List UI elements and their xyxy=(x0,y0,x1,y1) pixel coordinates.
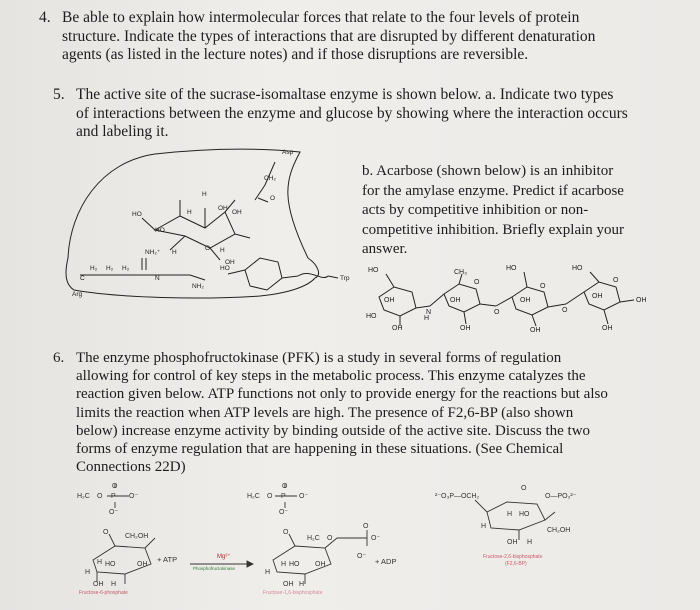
ho-label: HO xyxy=(132,211,142,218)
pfk-reaction-diagram xyxy=(75,482,615,597)
question-6-line: Connections 22D) xyxy=(76,459,186,476)
h-label: H xyxy=(527,539,533,546)
o-label: O xyxy=(494,309,500,316)
question-4 xyxy=(39,9,679,69)
substrate-caption: Fructose-6-phosphate xyxy=(79,590,128,596)
oh-label: OH xyxy=(232,209,242,216)
o-label: O xyxy=(540,283,546,290)
o-label: O xyxy=(613,277,619,284)
atp-label: + ATP xyxy=(157,555,178,564)
h-label: H xyxy=(187,209,192,216)
o-label: O xyxy=(282,483,288,490)
ominus-label: O⁻ xyxy=(279,509,289,516)
question-5b-line: b. Acarbose (shown below) is an inhibitor xyxy=(362,163,614,179)
product-caption: Fructose-1,6-bisphosphate xyxy=(263,590,323,596)
oh-label: OH xyxy=(592,293,603,300)
asp-label: Asp xyxy=(282,149,294,156)
oh-label: OH xyxy=(225,259,235,266)
f26-right-label: O—PO₃²⁻ xyxy=(545,493,577,500)
h-label: H xyxy=(111,581,117,588)
question-5-text xyxy=(76,86,628,142)
h2-label: H₂ xyxy=(122,265,130,272)
oh-label: OH xyxy=(384,297,395,304)
ch2oh-label: CH₂OH xyxy=(125,533,149,540)
question-6-number: 6. xyxy=(53,350,65,366)
h-label: H xyxy=(281,561,287,568)
h-label: H xyxy=(202,191,207,198)
ch2oh-label: CH₂OH xyxy=(547,527,571,534)
h2-label: H₂ xyxy=(106,265,114,272)
ho-label: HO xyxy=(572,265,583,272)
ho-label: HO xyxy=(368,267,379,274)
question-5b-line: answer. xyxy=(362,241,408,257)
oh-label: OH xyxy=(218,205,228,212)
o-label: O xyxy=(97,493,103,500)
c-label: C xyxy=(80,275,85,282)
ominus-label: O⁻ xyxy=(357,553,367,560)
question-5-line: of interactions between the enzyme and glucose by showing where the interaction occurs xyxy=(76,104,628,122)
enzyme-label: Phosphofructokinase xyxy=(193,566,236,571)
o-label: O xyxy=(205,245,211,252)
oh-label: OH xyxy=(636,297,647,304)
ho-label: HO xyxy=(220,265,230,272)
ominus-label: O⁻ xyxy=(371,535,381,542)
oh-label: OH xyxy=(392,325,403,332)
o-label: O xyxy=(283,529,289,536)
question-6-line: below) increase enzyme activity by binding outside of the active site. Discuss the two xyxy=(76,422,591,439)
n-label: N xyxy=(155,275,160,282)
h-label: H xyxy=(424,315,430,322)
o-label: O xyxy=(327,535,333,542)
ho-label: HO xyxy=(105,561,116,568)
oh-label: OH xyxy=(450,297,461,304)
question-6-line: The enzyme phosphofructokinase (PFK) is a study in several forms of regulation xyxy=(76,350,562,366)
oh-label: OH xyxy=(137,561,148,568)
ho-label: HO xyxy=(289,561,300,568)
h-label: H xyxy=(481,523,487,530)
question-6-line: allowing for control of key steps in the metabolic process. This enzyme catalyzes the xyxy=(76,368,586,385)
adp-label: + ADP xyxy=(375,557,397,566)
ho-label: HO xyxy=(366,313,377,320)
o-label: O xyxy=(270,195,276,202)
question-5b-line: competitive inhibition. Briefly explain your xyxy=(362,221,625,238)
h-label: H xyxy=(97,559,103,566)
o-label: O xyxy=(103,529,109,536)
regulator-abbr-caption: (F2,6-BP) xyxy=(505,561,527,567)
nh2plus-label: NH₂⁺ xyxy=(145,249,161,256)
h-label: H xyxy=(507,511,513,518)
h2-label: H₂ xyxy=(90,265,98,272)
o-label: O xyxy=(562,307,568,314)
ch2-label: CH₂ xyxy=(264,175,276,182)
question-4-number: 4. xyxy=(39,9,51,26)
arg-label: Arg xyxy=(72,291,83,298)
question-6 xyxy=(53,349,693,479)
question-6-text xyxy=(76,349,608,476)
question-5b-line: for the amylase enzyme. Predict if acarbose xyxy=(362,182,624,199)
o-label: O xyxy=(363,523,369,530)
ho-label: HO xyxy=(519,511,530,518)
oh-label: OH xyxy=(93,581,104,588)
h-label: H xyxy=(220,247,225,254)
question-5b-line: acts by competitive inhibition or non- xyxy=(362,202,589,218)
question-4-line: Be able to explain how intermolecular forces that relate to the four levels of protein xyxy=(62,9,580,26)
o-label: O xyxy=(267,493,273,500)
oh-label: OH xyxy=(315,561,326,568)
question-4-text xyxy=(62,9,595,65)
h-label: H xyxy=(299,581,305,588)
trp-label: Trp xyxy=(340,275,350,282)
question-4-line: agents (as listed in the lecture notes) and if those disruptions are reversible. xyxy=(62,46,529,63)
ominus-label: O⁻ xyxy=(129,493,139,500)
mg-label: Mg²⁺ xyxy=(217,554,231,560)
ho-label: HO xyxy=(506,265,517,272)
regulator-caption: Fructose-2,6-bisphosphate xyxy=(483,554,543,560)
p-label: P xyxy=(111,493,116,500)
question-5b-text xyxy=(362,162,692,260)
question-4-line: structure. Indicate the types of interactions that are disrupted by different denaturation xyxy=(62,27,596,45)
question-5 xyxy=(53,86,693,146)
o-label: O xyxy=(112,483,118,490)
oh-label: OH xyxy=(602,325,613,332)
ominus-label: O⁻ xyxy=(299,493,309,500)
active-site-diagram xyxy=(60,140,360,315)
oh-label: OH xyxy=(520,297,531,304)
ominus-label: O⁻ xyxy=(109,509,119,516)
o-label: O xyxy=(474,279,480,286)
question-5-line: and labeling it. xyxy=(76,123,169,140)
question-6-line: forms of enzyme regulation that are happening in these situations. (See Chemical xyxy=(76,441,564,458)
n-label: N xyxy=(426,309,432,316)
h-label: H xyxy=(172,249,177,256)
o-label: O xyxy=(521,485,527,492)
ho-label: HO xyxy=(155,227,165,234)
h2c-label: H₂C xyxy=(247,493,260,500)
acarbose-structure xyxy=(364,262,664,332)
oh-label: OH xyxy=(460,325,471,332)
h-label: H xyxy=(265,569,271,576)
h2c-label: H₂C xyxy=(307,535,320,542)
h-label: H xyxy=(85,569,91,576)
question-5-number: 5. xyxy=(53,86,65,103)
oh-label: OH xyxy=(507,539,518,546)
h2c-label: H₂C xyxy=(77,493,90,500)
question-6-line: limits the reaction when ATP levels are high. The presence of F2,6-BP (also shown xyxy=(76,404,574,421)
question-5-line: The active site of the sucrase-isomaltase enzyme is shown below. a. Indicate two types xyxy=(76,86,614,103)
question-6-line: reaction given below. ATP functions not only to provide energy for the reactions but also xyxy=(76,386,608,403)
p-label: P xyxy=(281,493,286,500)
nh2-label: NH₂ xyxy=(192,283,204,290)
oh-label: OH xyxy=(530,327,541,332)
oh-label: OH xyxy=(283,581,294,588)
f26-left-label: ²⁻O₃P—OCH₂ xyxy=(435,493,480,500)
ch3-label: CH₃ xyxy=(454,269,467,276)
